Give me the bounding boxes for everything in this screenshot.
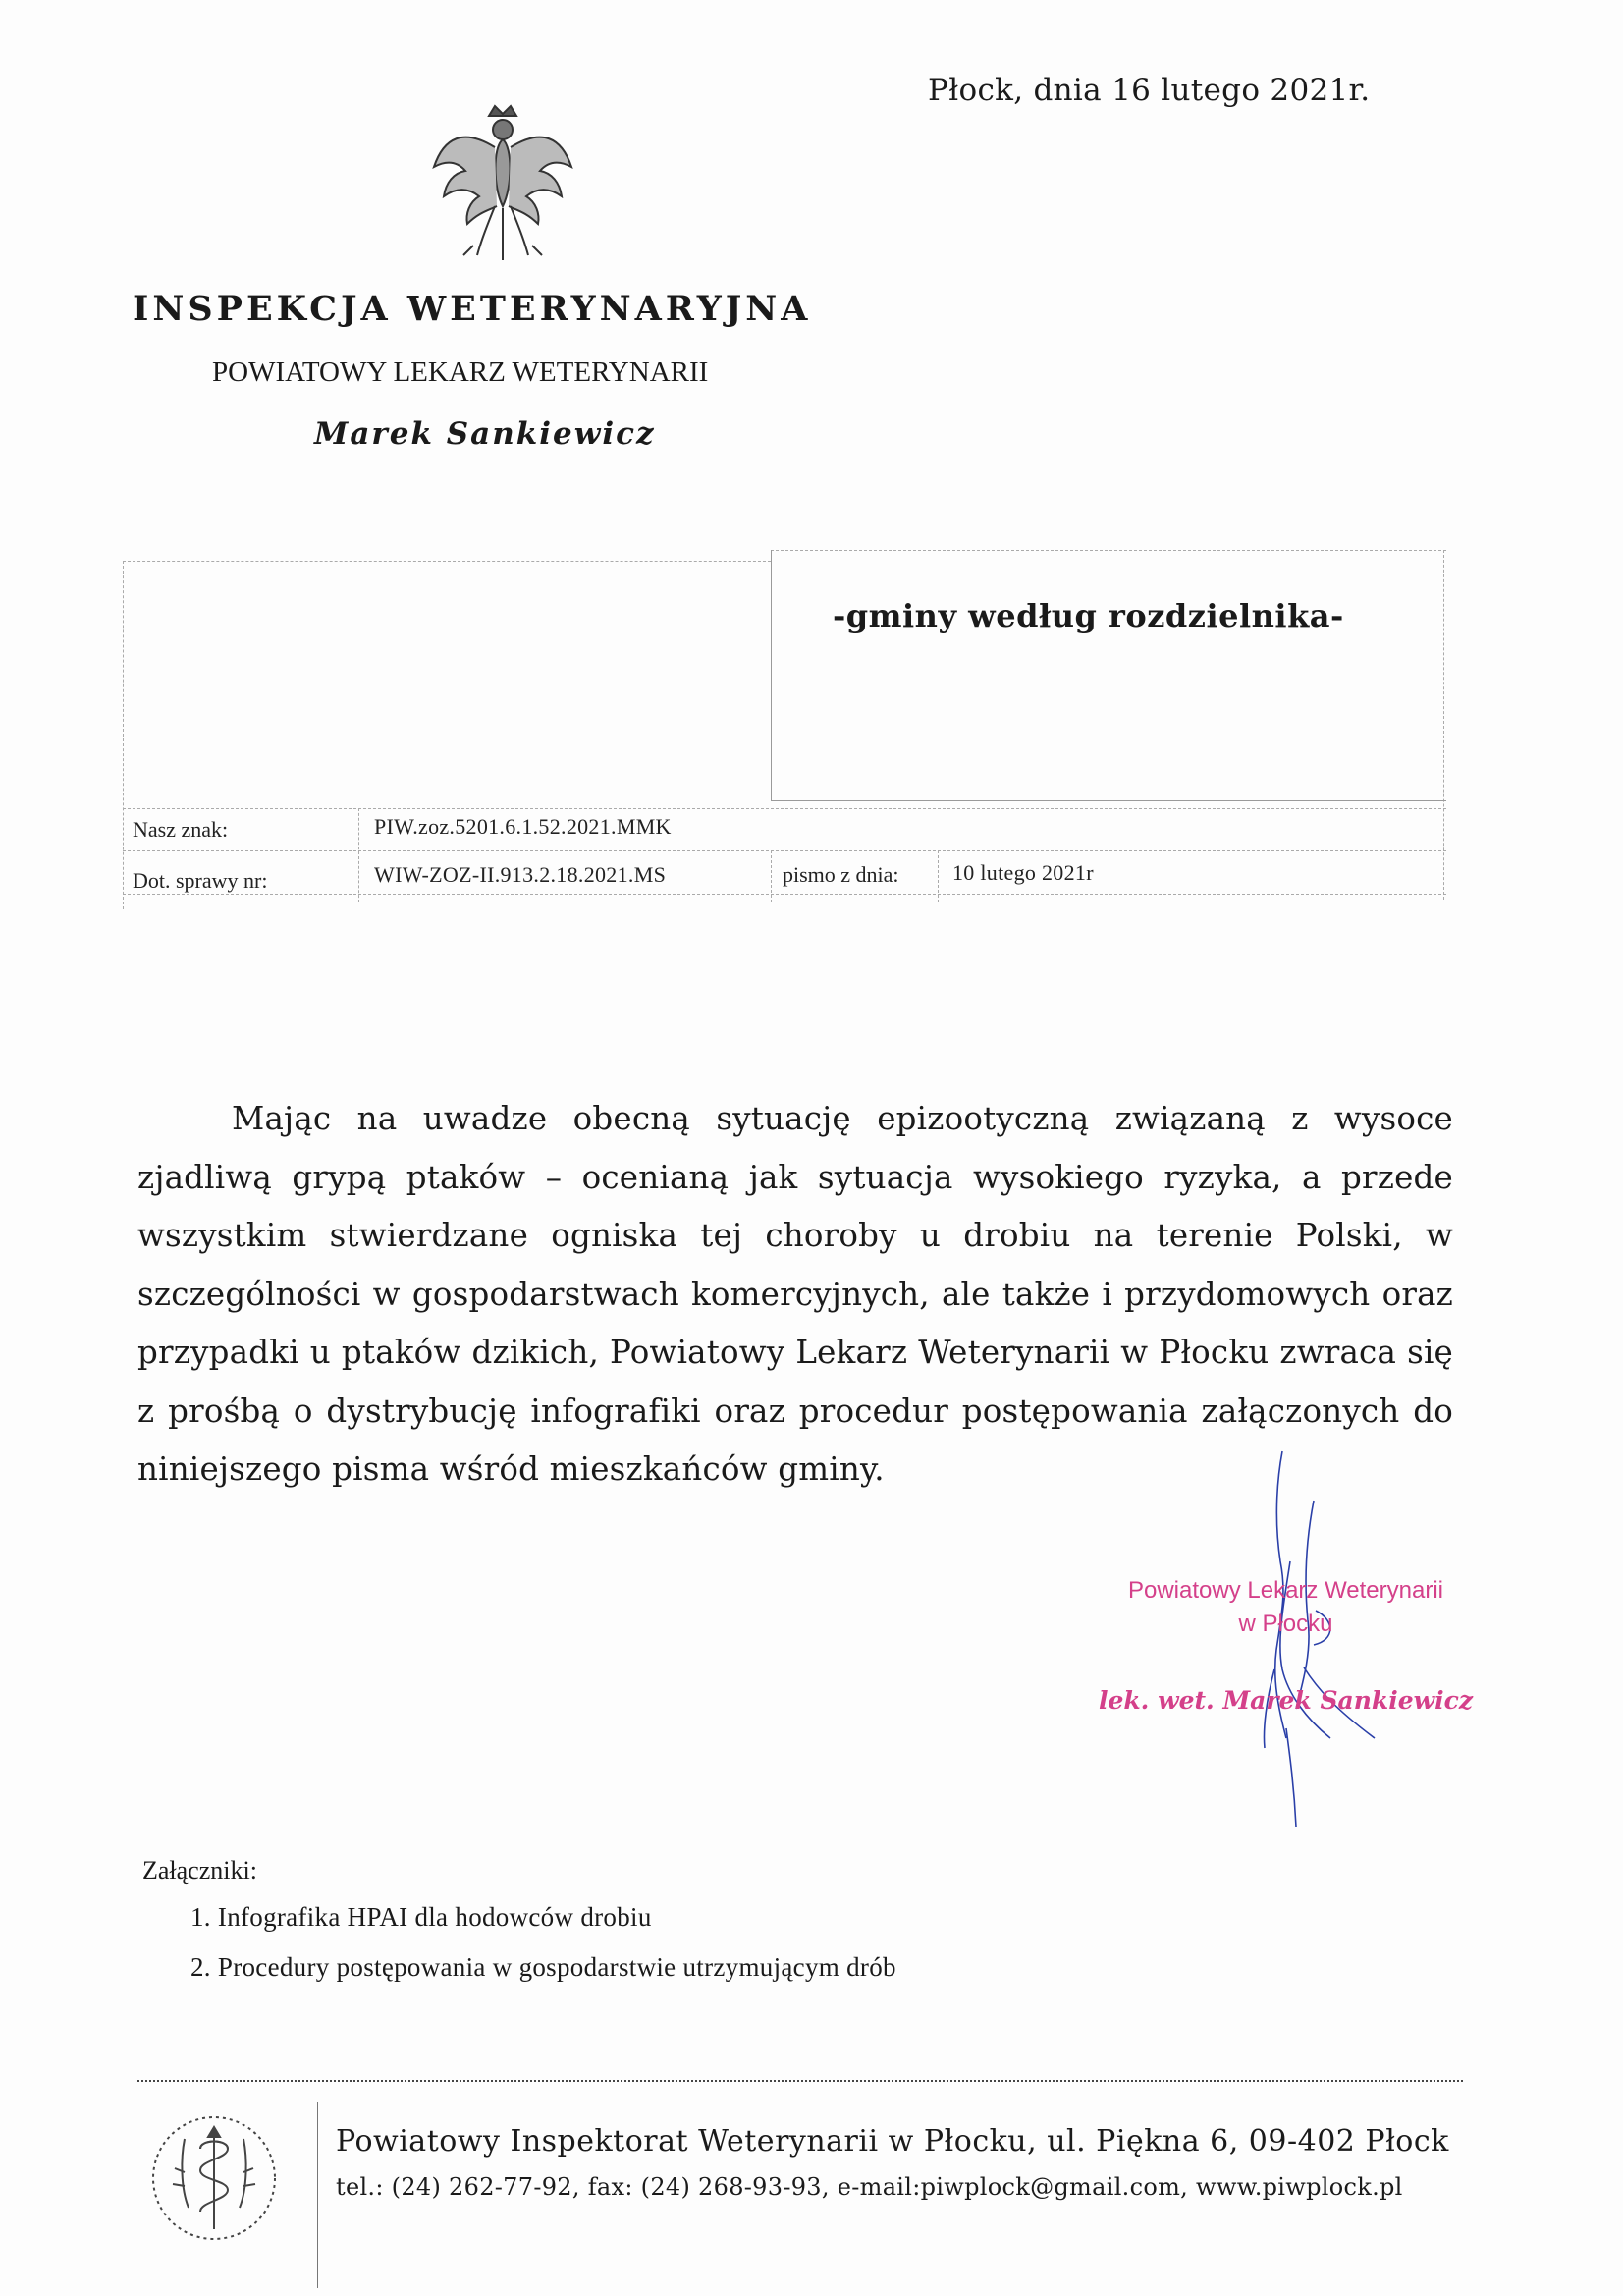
- organization-department: POWIATOWY LEKARZ WETERYNARII: [212, 356, 709, 388]
- letter-date-value: 10 lutego 2021r: [952, 860, 1094, 885]
- footer-address: Powiatowy Inspektorat Weterynarii w Płocku, ul. Piękna 6, 09-402 Płock: [336, 2124, 1449, 2159]
- stamp-location: w Płocku: [1238, 1611, 1333, 1637]
- our-ref-label: Nasz znak:: [133, 817, 229, 842]
- letter-date-label: pismo z dnia:: [783, 862, 899, 887]
- our-ref-value: PIW.zoz.5201.6.1.52.2021.MMK: [374, 814, 672, 839]
- stamp-name: lek. wet. Marek Sankiewicz: [1098, 1686, 1474, 1715]
- letter-body: Mając na uwadze obecną sytuację epizootyczną związaną z wysoce zjadliwą grypą ptaków – ocenianą jak sytuacja wysokiego ryzyka, a przede wszystkim stwierdzane ogniska tej choroby u drobiu na terenie Polski, w szczególności w gospodarstwach komercyjnych, ale także i przydomowych oraz przypadki u ptaków dzikich, Powiatowy Lekarz Weterynarii w Płocku zwraca się z prośbą o dystrybucję infografiki oraz procedur postępowania załączonych do niniejszego pisma wśród mieszkańców gminy.: [137, 1100, 1453, 1488]
- organization-person: Marek Sankiewicz: [314, 416, 656, 452]
- attachments-label: Załączniki:: [142, 1856, 257, 1885]
- eagle-emblem-icon: [424, 98, 581, 265]
- organization-name: INSPEKCJA WETERYNARYJNA: [133, 289, 812, 329]
- attachment-item: 2. Procedury postępowania w gospodarstwie utrzymującym drób: [190, 1952, 896, 1982]
- place-date: Płock, dnia 16 lutego 2021r.: [928, 73, 1371, 108]
- recipient: -gminy według rozdzielnika-: [833, 597, 1344, 634]
- footer-rule: [137, 2080, 1463, 2082]
- case-ref-label: Dot. sprawy nr:: [133, 868, 268, 893]
- handwritten-signature: [1188, 1444, 1404, 1836]
- stamp-title: Powiatowy Lekarz Weterynarii: [1127, 1577, 1443, 1604]
- footer-divider: [317, 2102, 318, 2288]
- caduceus-logo-icon: [145, 2109, 283, 2247]
- case-ref-value: WIW-ZOZ-II.913.2.18.2021.MS: [374, 862, 667, 887]
- attachment-item: 1. Infografika HPAI dla hodowców drobiu: [190, 1902, 652, 1932]
- footer-contact: tel.: (24) 262-77-92, fax: (24) 268-93-93, e-mail:piwplock@gmail.com, www.piwplock.pl: [336, 2173, 1403, 2201]
